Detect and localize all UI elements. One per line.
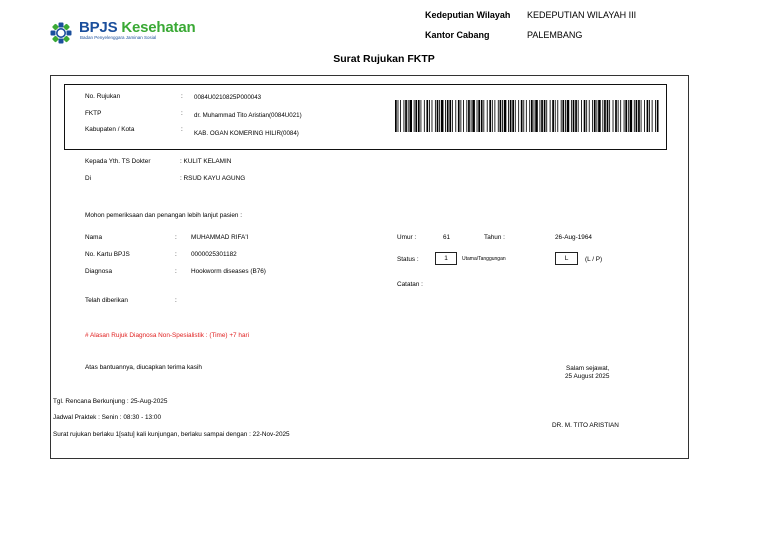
- kartu-value: 0000025301182: [191, 251, 237, 258]
- brand-subtitle: Badan Penyelenggara Jaminan Sosial: [80, 35, 157, 40]
- status-box: 1: [435, 252, 457, 265]
- wilayah-label: Kedeputian Wilayah: [425, 10, 511, 20]
- cabang-label: Kantor Cabang: [425, 30, 490, 40]
- closing-date: 25 August 2025: [565, 373, 610, 380]
- bpjs-logo-icon: [50, 22, 72, 44]
- diberikan-label: Telah diberikan: [85, 297, 128, 304]
- diagnosa-label: Diagnosa: [85, 268, 113, 275]
- doctor-name: DR. M. TITO ARISTIAN: [552, 422, 619, 429]
- umur-label: Umur :: [397, 234, 417, 241]
- sex-box: L: [555, 252, 578, 265]
- salam-text: Salam sejawat,: [566, 365, 610, 372]
- colon: :: [175, 234, 177, 241]
- nama-label: Nama: [85, 234, 103, 241]
- no-rujukan-value: 0084U0210825P000043: [194, 94, 262, 101]
- rencana-berkunjung: Tgl. Rencana Berkunjung : 25-Aug-2025: [53, 398, 168, 405]
- diagnosa-value: Hookworm diseases (B76): [191, 268, 266, 275]
- colon: :: [181, 110, 183, 117]
- sex-note: (L / P): [585, 256, 603, 263]
- colon: :: [175, 297, 177, 304]
- catatan-label: Catatan :: [397, 281, 423, 288]
- status-label: Status :: [397, 256, 419, 263]
- alasan-rujuk-text: # Alasan Rujuk Diagnosa Non-Spesialistik : (Time) +7 hari: [85, 332, 250, 339]
- berlaku-text: Surat rujukan berlaku 1[satu] kali kunjungan, berlaku sampai dengan : 22-Nov-2025: [53, 431, 290, 438]
- tahun-value: 26-Aug-1964: [555, 234, 592, 241]
- colon: :: [175, 251, 177, 258]
- document-title: Surat Rujukan FKTP: [333, 53, 435, 65]
- di-label: Di: [85, 175, 92, 182]
- kabupaten-label: Kabupaten / Kota: [85, 126, 135, 133]
- brand-name: BPJS Kesehatan: [79, 19, 196, 36]
- kabupaten-value: KAB. OGAN KOMERING HILIR(0084): [194, 130, 299, 137]
- colon: :: [181, 126, 183, 133]
- cabang-value: PALEMBANG: [527, 30, 583, 40]
- jadwal-praktek: Jadwal Praktek : Senin : 08:30 - 13:00: [53, 414, 161, 421]
- di-value: : RSUD KAYU AGUNG: [180, 175, 246, 182]
- fktp-label: FKTP: [85, 110, 102, 117]
- intro-text: Mohon pemeriksaan dan penangan lebih lanjut pasien :: [85, 212, 243, 219]
- umur-value: 61: [443, 234, 451, 241]
- thanks-text: Atas bantuannya, diucapkan terima kasih: [85, 364, 202, 371]
- wilayah-value: KEDEPUTIAN WILAYAH III: [527, 10, 637, 20]
- kartu-label: No. Kartu BPJS: [85, 251, 130, 258]
- kepada-value: : KULIT KELAMIN: [180, 158, 232, 165]
- status-note: Utama/Tanggungan: [462, 256, 506, 262]
- fktp-value: dr. Muhammad Tito Aristian(0084U021): [194, 112, 302, 119]
- no-rujukan-label: No. Rujukan: [85, 93, 121, 100]
- nama-value: MUHAMMAD RIFA'I: [191, 234, 249, 241]
- barcode: [395, 100, 659, 132]
- colon: :: [175, 268, 177, 275]
- kepada-label: Kepada Yth. TS Dokter: [85, 158, 151, 165]
- tahun-label: Tahun :: [484, 234, 505, 241]
- colon: :: [181, 93, 183, 100]
